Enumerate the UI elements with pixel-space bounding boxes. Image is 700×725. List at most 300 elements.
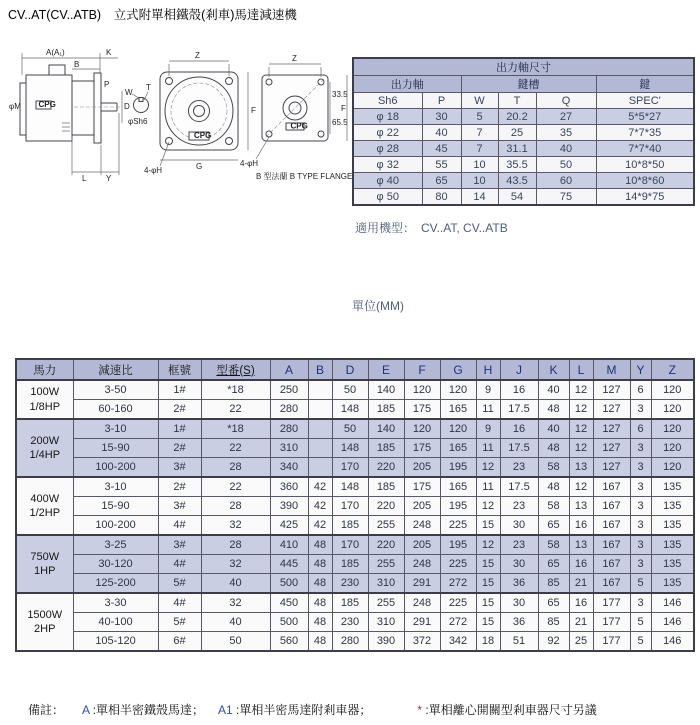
shaft-cell: 40 (422, 125, 461, 141)
dim-cell (308, 419, 332, 439)
dim-cell: 165 (440, 477, 476, 497)
motor-end-cap (20, 83, 26, 135)
output-shaft-table (352, 57, 695, 206)
dim-cell: 3 (630, 439, 651, 458)
shaft-cell: 25 (498, 125, 536, 141)
power-watts: 750W (30, 550, 60, 563)
label-dim-f-square: F (341, 104, 346, 113)
dim-cell: 500 (270, 613, 308, 632)
table-row (16, 419, 694, 439)
shaft-cell: 7 (461, 125, 498, 141)
table-row (16, 632, 694, 652)
main-col-header: 減速比 (73, 359, 158, 380)
shaft-cell: 14*9*75 (596, 189, 694, 206)
dim-cell: 195 (440, 497, 476, 516)
dim-cell: 175 (404, 477, 440, 497)
shaft-row (353, 109, 694, 125)
shaft-cell: 60 (536, 173, 596, 189)
power-hp: 1/8HP (29, 400, 61, 413)
page-title: CV..AT(CV..ATB) 立式附單相鐵殼(剎車)馬達減速機 (8, 8, 297, 22)
dim-cell: 230 (332, 613, 368, 632)
dim-cell: 48 (308, 555, 332, 574)
dim-cell: 32 (201, 593, 270, 613)
dim-cell: 17.5 (500, 439, 538, 458)
dimension-table-body (16, 380, 694, 651)
label-dim-a: A(A₁) (46, 48, 65, 57)
dim-cell: 165 (440, 400, 476, 420)
dim-cell: 1# (158, 380, 201, 400)
table-row (16, 380, 694, 400)
dim-cell: 2# (158, 477, 201, 497)
dim-cell: 15 (476, 574, 500, 594)
shaft-row (353, 173, 694, 189)
dim-cell: 22 (201, 477, 270, 497)
main-col-header: 框號 (158, 359, 201, 380)
label-dim-y: Y (106, 174, 112, 183)
dim-cell: 11 (476, 439, 500, 458)
dim-cell: 6 (630, 380, 651, 400)
dim-cell: 13 (569, 458, 593, 478)
dim-cell: 135 (651, 555, 694, 574)
dim-cell: 248 (404, 555, 440, 574)
shaft-cell: 80 (422, 189, 461, 206)
dim-cell: 42 (308, 477, 332, 497)
dim-cell: 177 (593, 593, 630, 613)
dim-cell: 92 (538, 632, 569, 652)
shaft-table-title: 出力軸尺寸 (353, 58, 694, 76)
dim-cell: 23 (500, 458, 538, 478)
shaft-col-header: Sh6 (353, 93, 422, 109)
dim-cell: 127 (593, 458, 630, 478)
footnote-key: A1 (218, 703, 233, 717)
dim-cell: 291 (404, 574, 440, 594)
dim-cell: 248 (404, 516, 440, 536)
dim-cell: 255 (368, 593, 404, 613)
dim-cell: 36 (500, 613, 538, 632)
dim-cell: 16 (569, 593, 593, 613)
footnote-text: :單相半密馬達附剎車器； (232, 703, 372, 717)
dim-cell: 167 (593, 555, 630, 574)
dim-cell: 225 (440, 593, 476, 613)
footnote-items (82, 703, 611, 717)
main-col-header: J (500, 359, 538, 380)
label-dim-m: φM (9, 102, 21, 111)
dim-cell: 185 (368, 400, 404, 420)
power-watts: 200W (30, 434, 60, 447)
shaft-cell: 10*8*50 (596, 157, 694, 173)
main-col-header: M (593, 359, 630, 380)
dim-cell: 48 (308, 535, 332, 555)
dim-cell: 60-160 (73, 400, 158, 420)
dim-cell: 165 (440, 439, 476, 458)
footnote-key: A (82, 703, 90, 717)
label-dim-655: 65.5 (332, 118, 348, 127)
dim-cell: 167 (593, 497, 630, 516)
output-shaft-circle (194, 106, 205, 117)
shaft-cell: 5*5*27 (596, 109, 694, 125)
shaft-cell: φ 18 (353, 109, 422, 125)
dim-cell: 185 (332, 516, 368, 536)
dim-cell: 140 (368, 419, 404, 439)
power-hp: 2HP (34, 623, 56, 635)
shaft-cell: 10 (461, 173, 498, 189)
dim-cell: 146 (651, 593, 694, 613)
label-dim-l: L (82, 174, 87, 183)
dim-cell: 105-120 (73, 632, 158, 652)
dim-cell: 148 (332, 477, 368, 497)
table-row (16, 555, 694, 574)
output-shaft-table-head (353, 58, 694, 109)
dim-cell: 65 (538, 593, 569, 613)
shaft-cell: 31.1 (498, 141, 536, 157)
label-dim-p: P (104, 80, 110, 89)
dim-cell: 12 (569, 439, 593, 458)
dim-cell: 3 (630, 477, 651, 497)
shaft-cell: φ 40 (353, 173, 422, 189)
dim-cell: 360 (270, 477, 308, 497)
dim-cell: 170 (332, 458, 368, 478)
main-col-header: Z (651, 359, 694, 380)
main-col-header: L (569, 359, 593, 380)
dim-cell: 2# (158, 439, 201, 458)
dim-cell: 48 (538, 439, 569, 458)
dim-cell: 15 (476, 593, 500, 613)
dim-cell: 6 (630, 419, 651, 439)
dim-cell: 5 (630, 574, 651, 594)
dim-cell: 12 (569, 400, 593, 420)
flange-plate (94, 73, 101, 143)
dim-cell: 195 (440, 458, 476, 478)
shaft-row (353, 189, 694, 206)
dim-cell: 225 (440, 555, 476, 574)
shaft-cell: 54 (498, 189, 536, 206)
dim-cell: 30 (500, 516, 538, 536)
shaft-cell: 30 (422, 109, 461, 125)
dim-cell: 280 (270, 419, 308, 439)
brand-logo: CPG (38, 100, 56, 109)
dim-cell: 167 (593, 574, 630, 594)
dim-cell: 15-90 (73, 439, 158, 458)
dim-cell: 220 (368, 497, 404, 516)
dim-cell: 3 (630, 458, 651, 478)
bolt-hole (226, 78, 233, 85)
dim-cell (308, 380, 332, 400)
shaft-cell: φ 22 (353, 125, 422, 141)
dim-cell: 185 (332, 555, 368, 574)
dimension-table-head (16, 359, 694, 380)
dim-cell: 21 (569, 613, 593, 632)
dim-cell: 23 (500, 497, 538, 516)
dim-cell: 135 (651, 497, 694, 516)
shaft-title-row (353, 58, 694, 76)
main-col-header: 馬力 (16, 359, 73, 380)
dim-cell: 146 (651, 632, 694, 652)
dim-cell: 4# (158, 516, 201, 536)
shaft-col-row (353, 93, 694, 109)
dim-cell: 205 (404, 458, 440, 478)
dim-cell: 25 (569, 632, 593, 652)
dim-cell: 9 (476, 419, 500, 439)
table-row (16, 535, 694, 555)
dim-cell: 167 (593, 477, 630, 497)
dim-cell: 310 (368, 574, 404, 594)
dim-cell: 65 (538, 516, 569, 536)
footnote-item (417, 703, 596, 717)
shaft-cell: 7 (461, 141, 498, 157)
shaft-cell: 75 (536, 189, 596, 206)
power-watts: 1500W (27, 608, 63, 621)
bolt-hole (166, 138, 173, 145)
dim-cell: 135 (651, 477, 694, 497)
shaft-col-header: P (422, 93, 461, 109)
main-col-header: A (270, 359, 308, 380)
table-row (16, 613, 694, 632)
dim-cell: 135 (651, 574, 694, 594)
shaft-group-row (353, 76, 694, 93)
output-shaft-table-body (353, 109, 694, 206)
dim-cell: 23 (500, 535, 538, 555)
power-hp: 1/2HP (29, 507, 61, 519)
table-row (16, 593, 694, 613)
dim-cell: 170 (332, 535, 368, 555)
dim-cell: 4# (158, 555, 201, 574)
dim-cell: 28 (201, 535, 270, 555)
label-dim-z-square: Z (292, 54, 297, 63)
main-header-row (16, 359, 694, 380)
dim-cell: 3-50 (73, 380, 158, 400)
dim-cell: 177 (593, 613, 630, 632)
dim-cell: 51 (500, 632, 538, 652)
gearbox-housing (72, 81, 94, 135)
main-col-header: F (404, 359, 440, 380)
applicable-models-label: 適用機型： (355, 221, 416, 235)
dim-cell: 17.5 (500, 477, 538, 497)
dim-cell: 500 (270, 574, 308, 594)
shaft-col-header: W (461, 93, 498, 109)
bolt-hole (166, 78, 173, 85)
dim-cell: 120 (651, 419, 694, 439)
side-view-drawing (9, 48, 130, 183)
brand-logo: CPG (194, 131, 212, 140)
dim-cell: 5# (158, 613, 201, 632)
table-row (16, 516, 694, 536)
table-row (16, 458, 694, 478)
dim-cell: 16 (500, 419, 538, 439)
main-col-header: G (440, 359, 476, 380)
dim-cell: 135 (651, 535, 694, 555)
dim-cell: 146 (651, 613, 694, 632)
dim-cell: 15 (476, 555, 500, 574)
dim-cell: 280 (270, 400, 308, 420)
dim-cell: 167 (593, 535, 630, 555)
dim-cell: *18 (201, 419, 270, 439)
dim-cell: 340 (270, 458, 308, 478)
dim-cell: 28 (201, 497, 270, 516)
shaft-cell: 5 (461, 109, 498, 125)
dim-cell: 248 (404, 593, 440, 613)
dim-cell: 6# (158, 632, 201, 652)
label-holes-round: 4-φH (144, 166, 163, 175)
dim-cell: 3-10 (73, 419, 158, 439)
drawing-svg (8, 45, 353, 185)
dim-cell: 3-10 (73, 477, 158, 497)
main-col-header[interactable]: 型番(S) (201, 359, 270, 380)
dim-cell: 22 (201, 400, 270, 420)
dim-cell: 50 (332, 419, 368, 439)
dim-cell: 48 (538, 477, 569, 497)
dim-cell: 12 (569, 380, 593, 400)
main-col-header: K (538, 359, 569, 380)
dim-cell: 372 (404, 632, 440, 652)
shaft-cell: 40 (536, 141, 596, 157)
dim-cell: 28 (201, 458, 270, 478)
applicable-models (355, 219, 508, 236)
shaft-row (353, 125, 694, 141)
dim-cell: 36 (500, 574, 538, 594)
dim-cell: 58 (538, 458, 569, 478)
dim-cell: 85 (538, 613, 569, 632)
dim-cell: 120 (404, 380, 440, 400)
main-col-header: H (476, 359, 500, 380)
dim-cell: 30 (500, 593, 538, 613)
dim-cell: 50 (201, 632, 270, 652)
dim-cell: 3# (158, 497, 201, 516)
label-dim-b: B (74, 60, 80, 69)
dim-cell: 42 (308, 497, 332, 516)
dimension-table (15, 358, 695, 652)
dim-cell: 185 (368, 439, 404, 458)
applicable-models-value: CV..AT, CV..ATB (421, 221, 508, 235)
dim-cell: 127 (593, 400, 630, 420)
shaft-cell: 35 (536, 125, 596, 141)
power-watts: 400W (30, 492, 60, 505)
dim-cell: 12 (476, 497, 500, 516)
footnote-item (218, 703, 371, 717)
power-cell (16, 419, 73, 477)
dim-cell: 3-30 (73, 593, 158, 613)
dim-cell: 32 (201, 516, 270, 536)
dim-cell: 120 (651, 439, 694, 458)
dim-cell: 40 (201, 574, 270, 594)
power-cell (16, 593, 73, 651)
label-dim-g: G (196, 162, 203, 171)
dim-cell: 342 (440, 632, 476, 652)
shaft-cell: φ 28 (353, 141, 422, 157)
shaft-cell: 7*7*35 (596, 125, 694, 141)
footnote-key: * (417, 703, 423, 717)
dim-cell: 120 (440, 419, 476, 439)
dim-cell: 205 (404, 535, 440, 555)
dim-cell: 250 (270, 380, 308, 400)
dim-cell: 85 (538, 574, 569, 594)
technical-drawing (8, 45, 353, 185)
dim-cell: 17.5 (500, 400, 538, 420)
footnote-text: :單相離心開關型剎車器尺寸另議 (422, 703, 597, 717)
dim-cell: 127 (593, 380, 630, 400)
dim-cell: 127 (593, 419, 630, 439)
dim-cell: 390 (368, 632, 404, 652)
shaft-col-header: SPEC' (596, 93, 694, 109)
shaft-cell: 65 (422, 173, 461, 189)
dim-cell: 58 (538, 535, 569, 555)
shaft-cell: 43.5 (498, 173, 536, 189)
shaft-cell: 20.2 (498, 109, 536, 125)
dim-cell: 175 (404, 439, 440, 458)
power-hp: 1/4HP (29, 449, 61, 461)
dim-cell: 15-90 (73, 497, 158, 516)
dim-cell: 291 (404, 613, 440, 632)
dim-cell: 1# (158, 419, 201, 439)
bolt-hole (226, 138, 233, 145)
dim-cell: 9 (476, 380, 500, 400)
dim-cell: 148 (332, 400, 368, 420)
power-cell (16, 380, 73, 419)
label-dim-f-round: F (251, 106, 256, 115)
dim-cell: 3# (158, 535, 201, 555)
shaft-row (353, 157, 694, 173)
dim-cell: 310 (368, 613, 404, 632)
dim-cell: 40 (538, 419, 569, 439)
dim-cell: 120 (651, 458, 694, 478)
dim-cell: 3 (630, 400, 651, 420)
shaft-cell: 45 (422, 141, 461, 157)
shaft-cell: 27 (536, 109, 596, 125)
dim-cell: *18 (201, 380, 270, 400)
table-row (16, 497, 694, 516)
dim-cell: 48 (308, 593, 332, 613)
shaft-cell: φ 32 (353, 157, 422, 173)
dim-cell: 120 (651, 380, 694, 400)
unit-label: 單位(MM) (352, 299, 404, 313)
dim-cell: 125-200 (73, 574, 158, 594)
dim-cell: 12 (569, 477, 593, 497)
dim-cell: 15 (476, 613, 500, 632)
dim-cell: 12 (569, 419, 593, 439)
power-hp: 1HP (34, 565, 56, 577)
main-col-header: E (368, 359, 404, 380)
dim-cell: 390 (270, 497, 308, 516)
dim-cell: 50 (332, 380, 368, 400)
label-dim-d: D (124, 102, 130, 111)
dim-cell: 225 (440, 516, 476, 536)
label-dim-k: K (106, 48, 112, 57)
dim-cell: 13 (569, 497, 593, 516)
footnote-item (82, 703, 204, 717)
dim-cell: 100-200 (73, 458, 158, 478)
dim-cell: 100-200 (73, 516, 158, 536)
dim-cell: 3 (630, 516, 651, 536)
bolt-hole (318, 131, 324, 137)
dim-cell: 5 (630, 632, 651, 652)
main-col-header: B (308, 359, 332, 380)
shaft-cell: 10 (461, 157, 498, 173)
dim-cell: 127 (593, 439, 630, 458)
dim-cell: 450 (270, 593, 308, 613)
dim-cell: 5# (158, 574, 201, 594)
dim-cell: 16 (569, 555, 593, 574)
dim-cell: 40 (201, 613, 270, 632)
dim-cell: 65 (538, 555, 569, 574)
dim-cell: 48 (538, 400, 569, 420)
dim-cell: 120 (651, 400, 694, 420)
dim-cell: 148 (332, 439, 368, 458)
dim-cell: 272 (440, 574, 476, 594)
dim-cell: 15 (476, 516, 500, 536)
dim-cell: 48 (308, 574, 332, 594)
dim-cell: 12 (476, 458, 500, 478)
shaft-cell: 50 (536, 157, 596, 173)
dim-cell: 135 (651, 516, 694, 536)
